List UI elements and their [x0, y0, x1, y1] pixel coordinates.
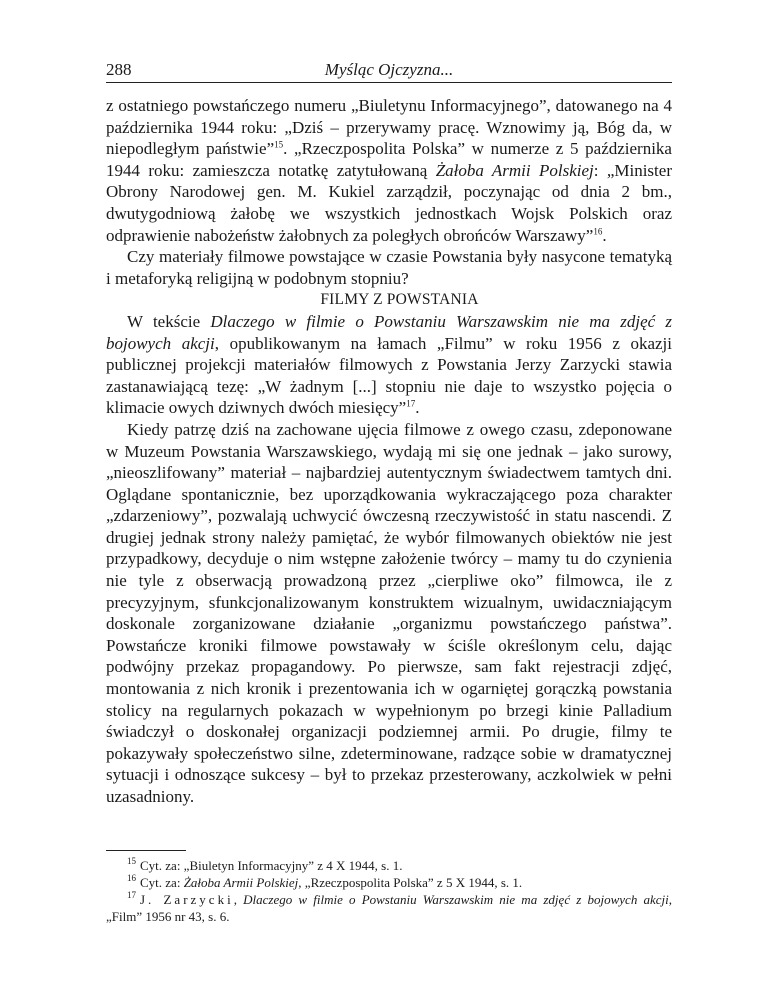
- footnote-17: [106, 891, 672, 925]
- footnote-divider: [106, 850, 186, 851]
- footnote-italic-title: Dlaczego w filmie o Powstaniu Warszawskim nie ma zdjęć z bojowych akcji: [243, 891, 669, 907]
- footnote-16: [106, 874, 672, 891]
- paragraph-1-italic-title: Żałoba Armii Polskiej: [435, 160, 594, 180]
- footnote-number: 15: [127, 856, 136, 867]
- paragraph-3-text-b: , opublikowanym na łamach „Filmu” w roku 1956 z okazji publicznej projekcji materiałów filmowych z Powstania Jerzy Zarzycki stawia zastanawiającą tezę: „W żadnym [...] stopniu nie daje to wszystko pojęcia o klimacie owych dziwnych dwóch miesięcy”: [106, 333, 672, 418]
- running-title: Myśląc Ojczyzna...: [324, 60, 454, 79]
- page: [106, 58, 672, 925]
- paragraph-3: [106, 311, 672, 419]
- footnote-ref-15: 15: [274, 139, 284, 150]
- footnote-number: 17: [127, 890, 136, 901]
- footnote-text-mid: ,: [233, 891, 244, 907]
- footnote-italic-title: Żałoba Armii Polskiej: [183, 874, 299, 890]
- footnote-ref-16: 16: [593, 225, 603, 236]
- body-text: [106, 95, 672, 808]
- paragraph-3-text-a: W tekście: [127, 311, 211, 331]
- footnote-number: 16: [127, 873, 136, 884]
- footnotes: [106, 857, 672, 925]
- footnote-text-suffix: , „Film” 1956 nr 43, s. 6.: [106, 891, 673, 924]
- section-title: FILMY Z POWSTANIA: [320, 291, 479, 309]
- paragraph-1-text-a: z ostatniego powstańczego numeru „Biuletynu Informacyjnego”, datowanego na 4 października 1944 roku: „Dziś – przerywamy pracę. Wznowimy ją, Bóg da, w niepodległym państwie”: [106, 96, 672, 159]
- paragraph-4: Kiedy patrzę dziś na zachowane ujęcia filmowe z owego czasu, zdeponowane w Muzeum Powstania Warszawskiego, wydają mi się one jednak – jako surowy, „nieoszlifowany” materiał – najbardziej autentycznym świadectwem tamtych dni. Oglądane spontanicznie, bez uporządkowania wykraczającego poza charakter „zdarzeniowy”, pozwalają uchwycić ówczesną rzeczywistość in statu nascendi. Z drugiej jednak strony należy pamiętać, że wybór filmowanych obiektów nie jest przypadkowy, decyduje o nim wstępne założenie twórcy – mamy tu do czynienia nie tyle z obserwacją prowadzoną przez „cierpliwe oko” filmowca, ile z precyzyjnym, sfunkcjonalizowanym konstruktem wizualnym, uwidaczniającym doskonale zorganizowane działanie „organizmu powstańczego państwa”. Powstańcze kroniki filmowe powstawały w ściśle określonym celu, dając podwójny przekaz propagandowy. Po pierwsze, sam fakt rejestracji zdjęć, montowania z nich kronik i prezentowania ich w ogarniętej gorączką powstania stolicy na regularnych pokazach w wypełnionym po brzegi kinie Palladium świadczył o doskonałej organizacji podziemnej armii. Po drugie, filmy te pokazywały społeczeństwo silne, zdeterminowane, radzące sobie w dramatycznej sytuacji i odnoszące sukcesy – był to przekaz przesterowany, aczkolwiek w pełni uzasadniony.: [106, 419, 672, 806]
- footnote-15: [106, 857, 672, 874]
- footnote-text: Cyt. za: „Biuletyn Informacyjny” z 4 X 1944, s. 1.: [140, 857, 403, 873]
- paragraph-1: [106, 95, 672, 246]
- footnote-author: J. Zarzycki: [140, 891, 234, 907]
- footnote-text-suffix: , „Rzeczpospolita Polska” z 5 X 1944, s. 1.: [298, 874, 523, 890]
- paragraph-1-text-d: .: [602, 225, 607, 245]
- paragraph-3-italic-title: Dlaczego w filmie o Powstaniu Warszawskim nie ma zdjęć z bojowych akcji: [106, 311, 672, 353]
- paragraph-1-text-b: . „Rzeczpospolita Polska” w numerze z 5 października 1944 roku: zamieszcza notatkę zatytułowaną: [106, 139, 672, 180]
- paragraph-2: Czy materiały filmowe powstające w czasie Powstania były nasycone tematyką i metaforyką religijną w podobnym stopniu?: [106, 247, 672, 288]
- paragraph-1-text-c: : „Minister Obrony Narodowej gen. M. Kukiel zarządził, poczynając od dnia 2 bm., dwutygodniową żałobę we wszystkich jednostkach Wojsk Polskich oraz odprawienie nabożeństw żałobnych za poległych obrońców Warszawy”: [106, 160, 672, 245]
- page-header: [106, 58, 672, 83]
- paragraph-3-text-c: .: [415, 398, 420, 418]
- page-number: 288: [106, 60, 132, 79]
- footnote-ref-17: 17: [406, 398, 416, 409]
- footnote-text-prefix: Cyt. za:: [140, 874, 184, 890]
